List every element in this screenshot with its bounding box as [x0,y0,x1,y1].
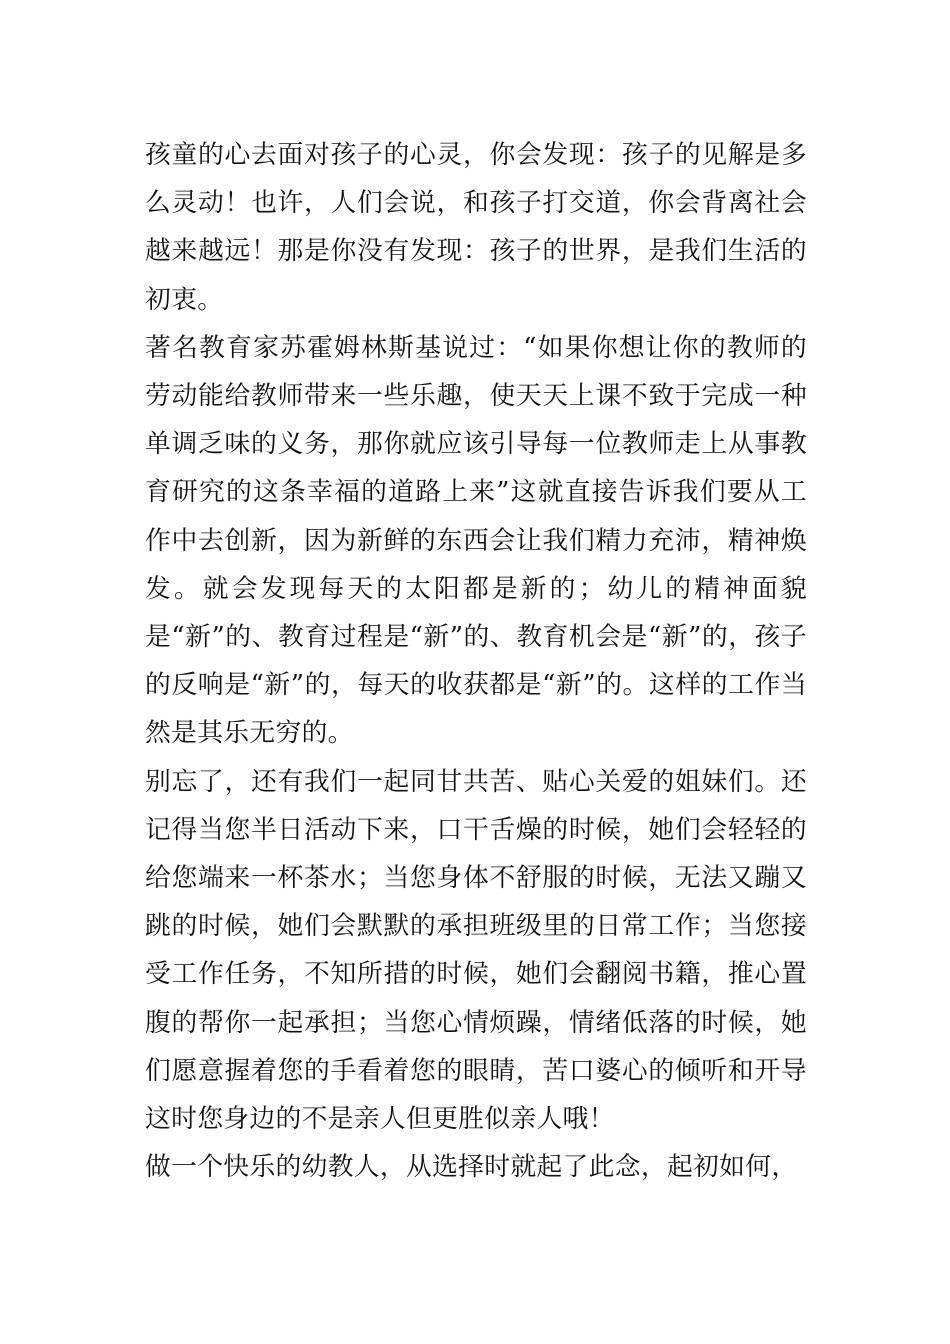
document-body [145,131,807,1191]
paragraph-sisters: 别忘了，还有我们一起同甘共苦、贴心关爱的姐妹们。还记得当您半日活动下来，口干舌燥的时候，她们会轻轻的给您端来一杯茶水；当您身体不舒服的时候，无法又蹦又跳的时候，她们会默默的承担班级里的日常工作；当您接受工作任务，不知所措的时候，她们会翻阅书籍，推心置腹的帮你一起承担；当您心情烦躁，情绪低落的时候，她们愿意握着您的手看着您的眼睛，苦口婆心的倾听和开导这时您身边的不是亲人但更胜似亲人哦！ [145,766,807,1135]
paragraph-happy-teacher: 做一个快乐的幼教人，从选择时就起了此念，起初如何， [145,1152,798,1183]
paragraph-childlike-heart: 孩童的心去面对孩子的心灵，你会发现：孩子的见解是多么灵动！也许，人们会说，和孩子打交道，你会背离社会越来越远！那是你没有发现：孩子的世界，是我们生活的初衷。 [145,140,807,315]
paragraph-sukhomlinsky-quote: 著名教育家苏霍姆林斯基说过：“如果你想让你的教师的劳动能给教师带来一些乐趣，使天天上课不致于完成一种单调乏味的义务，那你就应该引导每一位教师走上从事教育研究的这条幸福的道路上来”这就直接告诉我们要从工作中去创新，因为新鲜的东西会让我们精力充沛，精神焕发。就会发现每天的太阳都是新的；幼儿的精神面貌是“新”的、教育过程是“新”的、教育机会是“新”的，孩子的反响是“新”的，每天的收获都是“新”的。这样的工作当然是其乐无穷的。 [145,332,807,749]
